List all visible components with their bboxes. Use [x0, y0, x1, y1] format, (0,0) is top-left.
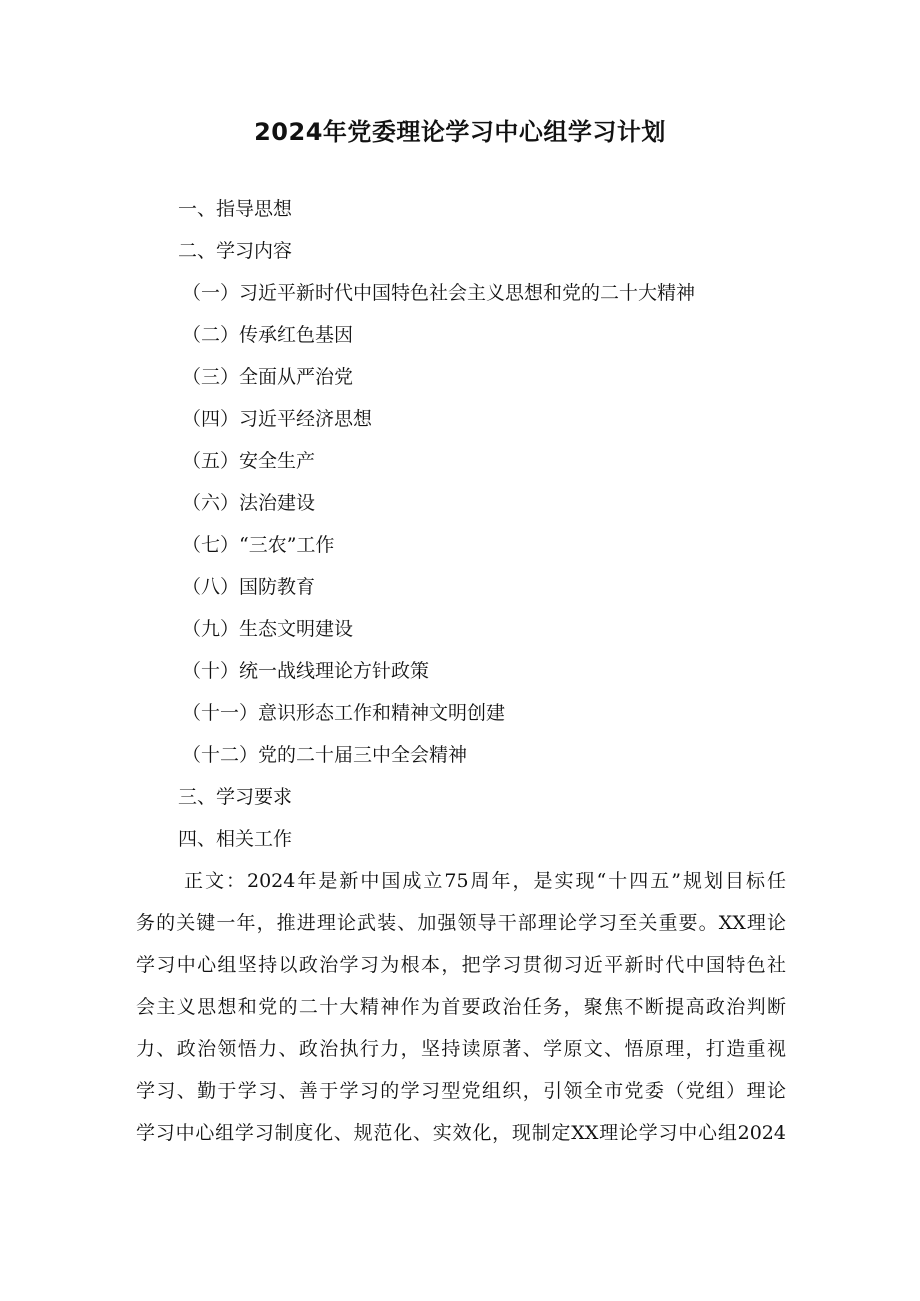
body-line: 会主义思想和党的二十大精神作为首要政治任务，聚焦不断提高政治判断	[136, 996, 786, 1018]
section-heading: 四、相关工作	[178, 828, 293, 850]
section-heading: 二、学习内容	[178, 240, 293, 262]
section-heading: 一、指导思想	[178, 198, 293, 220]
subsection-item: （一）习近平新时代中国特色社会主义思想和党的二十大精神	[182, 282, 696, 304]
body-line: 正文：2024年是新中国成立75周年，是实现“十四五”规划目标任	[184, 870, 786, 892]
body-line: 学习、勤于学习、善于学习的学习型党组织，引领全市党委（党组）理论	[136, 1080, 786, 1102]
subsection-item: （三）全面从严治党	[182, 366, 354, 388]
subsection-item: （四）习近平经济思想	[182, 408, 373, 430]
section-heading: 三、学习要求	[178, 786, 293, 808]
subsection-item: （五）安全生产	[182, 450, 316, 472]
body-line: 学习中心组坚持以政治学习为根本，把学习贯彻习近平新时代中国特色社	[136, 954, 786, 976]
outline-list	[178, 188, 818, 860]
body-paragraph	[136, 860, 786, 1154]
subsection-item: （十）统一战线理论方针政策	[182, 660, 430, 682]
subsection-item: （六）法治建设	[182, 492, 316, 514]
body-line: 力、政治领悟力、政治执行力，坚持读原著、学原文、悟原理，打造重视	[136, 1038, 786, 1060]
subsection-item: （十一）意识形态工作和精神文明创建	[182, 702, 506, 724]
subsection-item: （九）生态文明建设	[182, 618, 354, 640]
subsection-item: （七）“三农”工作	[182, 534, 335, 556]
document-title: 2024年党委理论学习中心组学习计划	[254, 118, 666, 147]
subsection-item: （十二）党的二十届三中全会精神	[182, 744, 468, 766]
subsection-item: （八）国防教育	[182, 576, 316, 598]
subsection-item: （二）传承红色基因	[182, 324, 354, 346]
body-line: 务的关键一年，推进理论武装、加强领导干部理论学习至关重要。XX理论	[136, 912, 786, 934]
body-line: 学习中心组学习制度化、规范化、实效化，现制定XX理论学习中心组2024	[136, 1122, 786, 1144]
